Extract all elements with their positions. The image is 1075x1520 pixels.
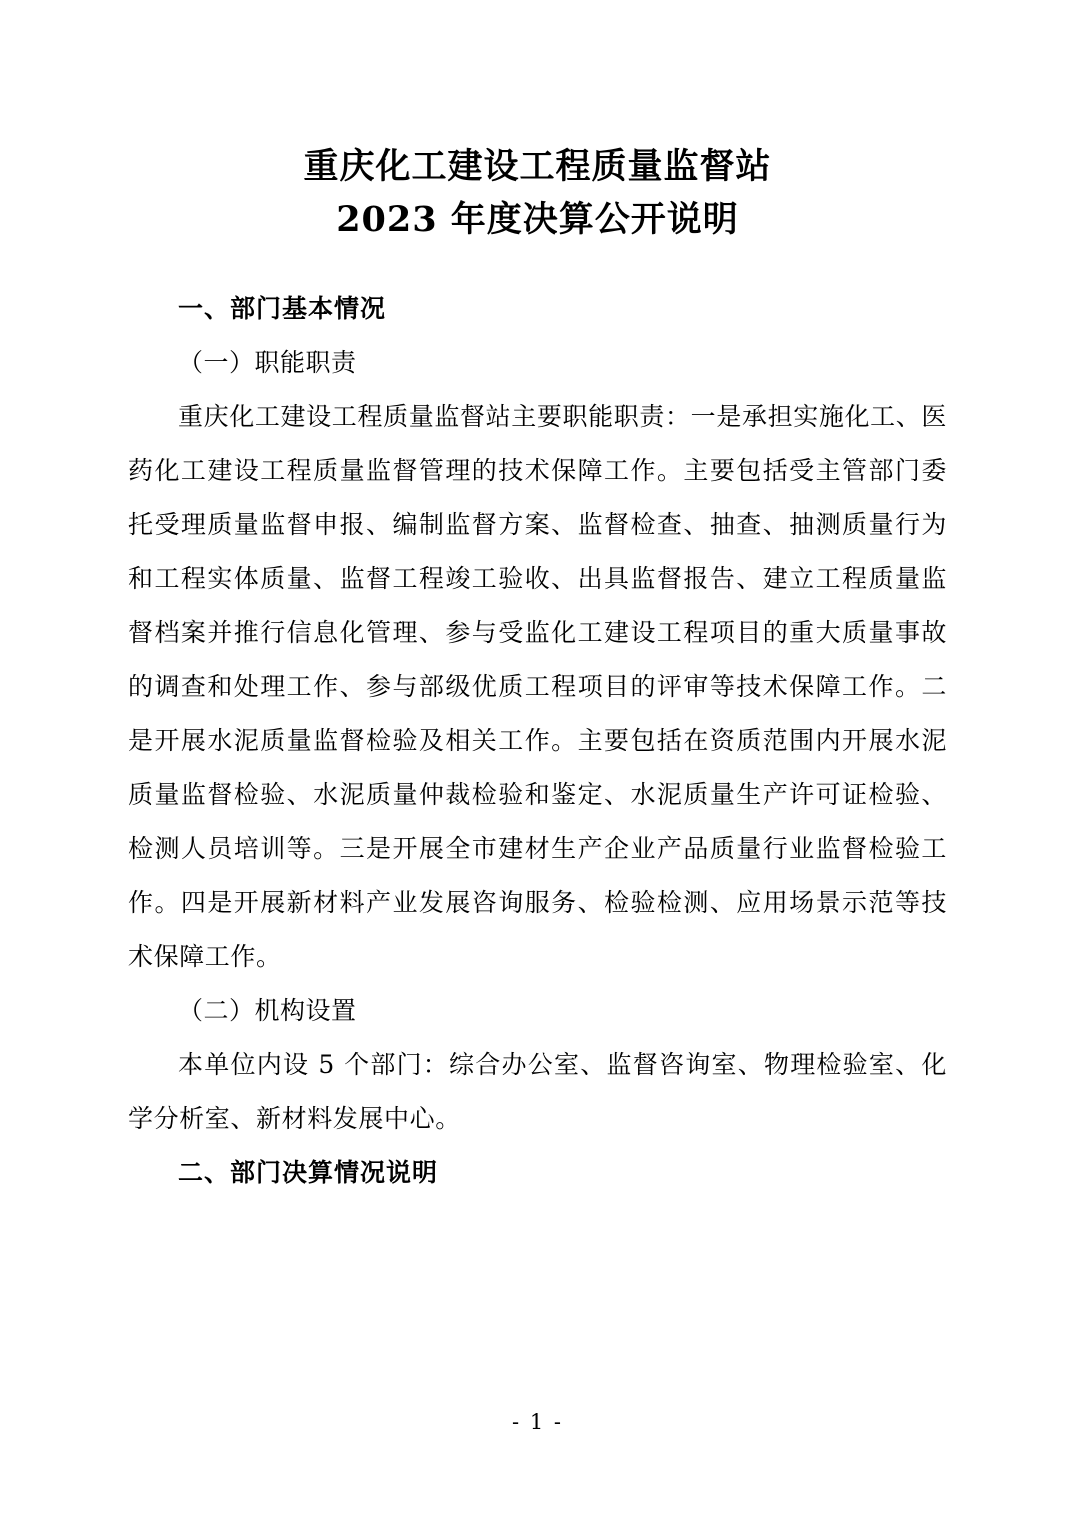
- section-heading-final-accounts: 二、部门决算情况说明: [178, 1158, 439, 1187]
- page-title: [128, 140, 947, 246]
- section-heading-basic-info: 一、部门基本情况: [178, 294, 387, 323]
- page-title-line-2: 2023 年度决算公开说明: [336, 199, 739, 240]
- page-title-line-1: 重庆化工建设工程质量监督站: [303, 146, 772, 187]
- page-number-footer: - 1 -: [512, 1410, 563, 1434]
- sub-heading-organization: （二）机构设置: [178, 996, 357, 1025]
- sub-heading-duties: （一）职能职责: [178, 348, 357, 377]
- paragraph-duties: 重庆化工建设工程质量监督站主要职能职责：一是承担实施化工、医药化工建设工程质量监督管理的技术保障工作。主要包括受主管部门委托受理质量监督申报、编制监督方案、监督检查、抽查、抽测质量行为和工程实体质量、监督工程竣工验收、出具监督报告、建立工程质量监督档案并推行信息化管理、参与受监化工建设工程项目的重大质量事故的调查和处理工作、参与部级优质工程项目的评审等技术保障工作。二是开展水泥质量监督检验及相关工作。主要包括在资质范围内开展水泥质量监督检验、水泥质量仲裁检验和鉴定、水泥质量生产许可证检验、检测人员培训等。三是开展全市建材生产企业产品质量行业监督检验工作。四是开展新材料产业发展咨询服务、检验检测、应用场景示范等技术保障工作。: [128, 402, 947, 971]
- title-spacer: [128, 118, 947, 140]
- paragraph-organization: 本单位内设 5 个部门：综合办公室、监督咨询室、物理检验室、化学分析室、新材料发展中心。: [128, 1050, 947, 1133]
- title-bottom-gap: [128, 250, 947, 282]
